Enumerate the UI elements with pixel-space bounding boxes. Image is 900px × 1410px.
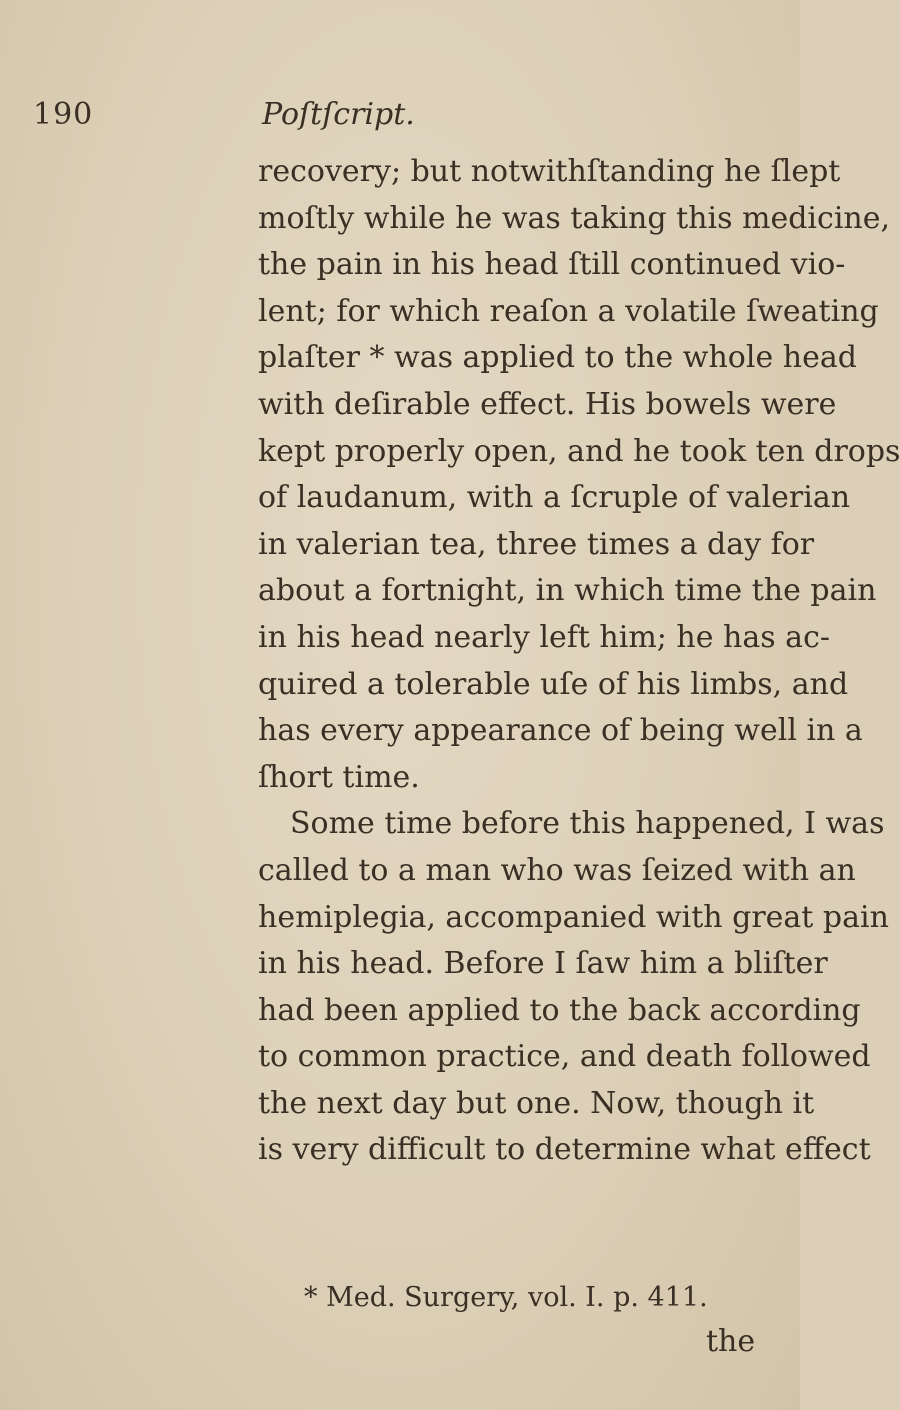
text-line: to common practice, and death followed bbox=[258, 1039, 871, 1075]
text-line: hemiplegia, accompanied with great pain bbox=[258, 899, 889, 935]
text-line: kept properly open, and he took ten drops bbox=[258, 433, 900, 469]
text-line: called to a man who was ſeized with an bbox=[258, 852, 856, 888]
text-line: has every appearance of being well in a bbox=[258, 713, 863, 749]
text-line: the pain in his head ſtill continued vio- bbox=[258, 247, 846, 283]
page-number: 190 bbox=[33, 97, 94, 132]
text-line: lent; for which reaſon a volatile ſweating bbox=[258, 293, 879, 329]
text-line: plaſter * was applied to the whole head bbox=[258, 340, 857, 376]
catchword: the bbox=[706, 1324, 756, 1359]
text-line: moſtly while he was taking this medicine, bbox=[258, 200, 891, 236]
footnote: * Med. Surgery, vol. I. p. 411. bbox=[304, 1282, 708, 1313]
text-line: the next day but one. Now, though it bbox=[258, 1085, 815, 1121]
text-line: Some time before this happened, I was bbox=[290, 806, 885, 842]
text-line: in his head. Before I ſaw him a bliſter bbox=[258, 946, 828, 982]
body-text bbox=[258, 149, 900, 1174]
text-line: recovery; but notwithſtanding he ſlept bbox=[258, 154, 841, 189]
text-line: in valerian tea, three times a day for bbox=[258, 526, 815, 562]
text-line: is very difficult to determine what effect bbox=[258, 1132, 871, 1168]
text-line: ſhort time. bbox=[258, 759, 420, 795]
text-line: about a fortnight, in which time the pain bbox=[258, 573, 877, 609]
text-line: had been applied to the back according bbox=[258, 992, 861, 1028]
text-line: with deſirable effect. His bowels were bbox=[258, 386, 837, 422]
text-line: in his head nearly left him; he has ac- bbox=[258, 619, 831, 655]
text-line: of laudanum, with a ſcruple of valerian bbox=[258, 480, 851, 516]
running-head: Poſtſcript. bbox=[262, 97, 415, 132]
text-line: quired a tolerable uſe of his limbs, and bbox=[258, 666, 849, 702]
